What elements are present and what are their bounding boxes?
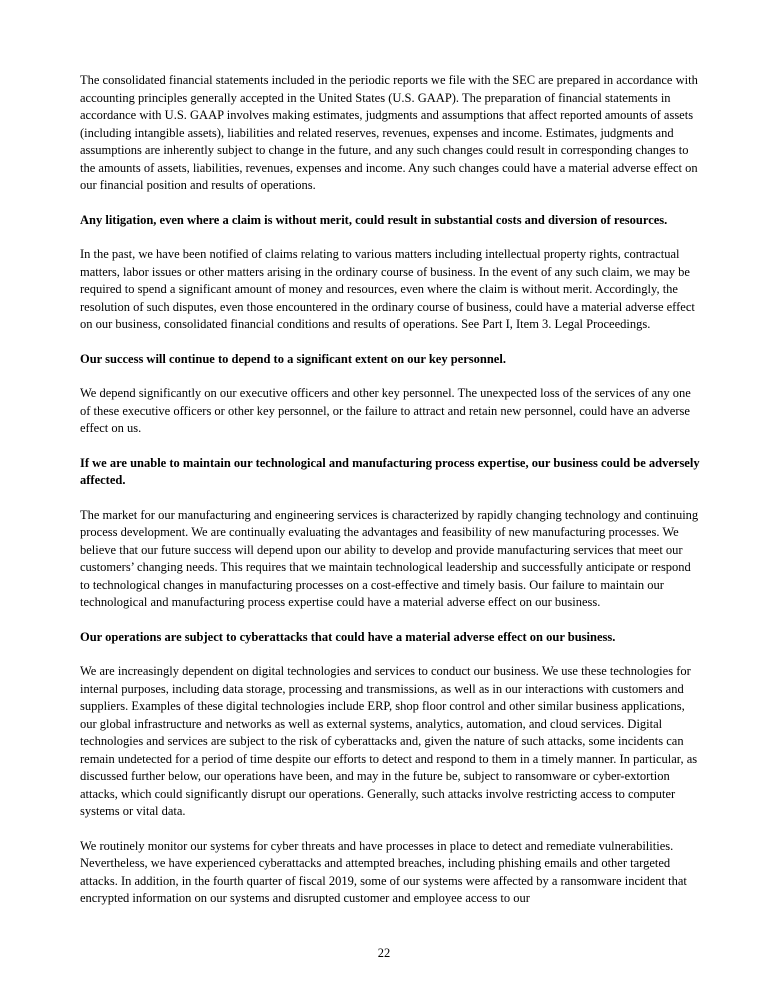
heading-technology-expertise-risk: If we are unable to maintain our technological and manufacturing process expertise, our business could be adversely affected. <box>80 455 700 487</box>
heading-key-personnel-risk: Our success will continue to depend to a significant extent on our key personnel. <box>80 351 506 366</box>
paragraph-litigation-claims: In the past, we have been notified of claims relating to various matters including intellectual property rights, contractual matters, labor issues or other matters arising in the ordinary course of business. In the event of any such claim, we may be required to spend a significant amount of money and resources, even where the claim is without merit. Accordingly, the resolution of such disputes, even those encountered in the ordinary course of business, could have a material adverse effect on our business, consolidated financial conditions and results of operations. See Part I, Item 3. Legal Proceedings. <box>80 247 695 331</box>
heading-litigation-risk: Any litigation, even where a claim is without merit, could result in substantial costs and diversion of resources. <box>80 212 668 227</box>
paragraph-us-gaap-estimates: The consolidated financial statements included in the periodic reports we file with the SEC are prepared in accordance with accounting principles generally accepted in the United States (U.S. GAAP). The preparation of financial statements in accordance with U.S. GAAP involves making estimates, judgments and assumptions that affect reported amounts of assets (including intangible assets), liabilities and related reserves, revenues, expenses and income. Estimates, judgments and assumptions are inherently subject to change in the future, and any such changes could result in corresponding changes to the amounts of assets, liabilities, revenues, expenses and income. Any such changes could have a material adverse effect on our financial position and results of operations. <box>80 73 698 192</box>
document-page <box>80 72 700 925</box>
paragraph-technology-expertise: The market for our manufacturing and engineering services is characterized by rapidly changing technology and continuing process development. We are continually evaluating the advantages and feasibility of new manufacturing processes. We believe that our future success will depend upon our ability to develop and provide manufacturing services that meet our customers’ changing needs. This requires that we maintain technological leadership and successfully anticipate or respond to technological changes in manufacturing processes on a cost-effective and timely basis. Our failure to maintain our technological and manufacturing process expertise could have a material adverse effect on our business. <box>80 507 699 609</box>
paragraph-key-personnel: We depend significantly on our executive officers and other key personnel. The unexpected loss of the services of any one of these executive officers or other key personnel, or the failure to attract and retain new personnel, could have an adverse effect on us. <box>80 386 691 435</box>
heading-cyberattack-risk: Our operations are subject to cyberattacks that could have a material adverse effect on our business. <box>80 629 616 644</box>
paragraph-digital-technologies: We are increasingly dependent on digital technologies and services to conduct our business. We use these technologies for internal purposes, including data storage, processing and transmissions, as well as in our interactions with customers and suppliers. Examples of these digital technologies include ERP, shop floor control and other similar business applications, our global infrastructure and networks as well as external systems, analytics, automation, and cloud services. Digital technologies and services are subject to the risk of cyberattacks and, given the nature of such attacks, some incidents can remain undetected for a period of time despite our efforts to detect and respond to them in a timely manner. In particular, as discussed further below, our operations have been, and may in the future be, subject to ransomware or cyber-extortion attacks, which could significantly disrupt our operations. Generally, such attacks involve restricting access to computer systems or vital data. <box>80 664 698 818</box>
page-number: 22 <box>377 946 391 960</box>
paragraph-cyber-monitoring: We routinely monitor our systems for cyber threats and have processes in place to detect and remediate vulnerabilities. Nevertheless, we have experienced cyberattacks and attempted breaches, including phishing emails and other targeted attacks. In addition, in the fourth quarter of fiscal 2019, some of our systems were affected by a ransomware incident that encrypted information on our systems and disrupted customer and employee access to our <box>80 838 687 905</box>
